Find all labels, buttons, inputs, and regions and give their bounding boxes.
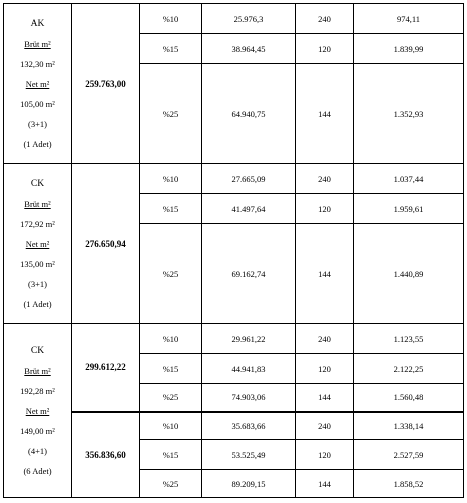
- months-cell: 144: [296, 224, 354, 324]
- monthly-cell: 1.352,93: [354, 64, 464, 164]
- rate-cell: %25: [140, 224, 202, 324]
- net-area-value: 105,00 m²: [20, 98, 55, 109]
- amount-cell: 29.961,22: [202, 324, 296, 354]
- months-cell: 144: [296, 384, 354, 412]
- amount-cell: 35.683,66: [202, 412, 296, 440]
- months-cell: 240: [296, 4, 354, 34]
- monthly-cell: 1.037,44: [354, 164, 464, 194]
- amount-cell: 27.665,09: [202, 164, 296, 194]
- gross-area-label: Brüt m²: [24, 365, 51, 376]
- rate-cell: %15: [140, 34, 202, 64]
- total-price-cell: 299.612,22: [72, 324, 140, 412]
- net-area-label: Net m²: [25, 78, 50, 89]
- table-row: [4, 4, 464, 34]
- gross-area-label: Brüt m²: [24, 38, 51, 49]
- unit-description-cell: [4, 164, 72, 324]
- payment-plan-table: [3, 3, 464, 498]
- monthly-cell: 1.959,61: [354, 194, 464, 224]
- unit-type: AK: [30, 18, 45, 29]
- months-cell: 120: [296, 194, 354, 224]
- monthly-cell: 1.858,52: [354, 470, 464, 498]
- net-area-label: Net m²: [25, 238, 50, 249]
- monthly-cell: 2.122,25: [354, 354, 464, 384]
- net-area-value: 135,00 m²: [20, 258, 55, 269]
- months-cell: 240: [296, 324, 354, 354]
- unit-count: (6 Adet): [23, 465, 52, 476]
- gross-area-label: Brüt m²: [24, 198, 51, 209]
- room-count: (3+1): [28, 118, 47, 129]
- gross-area-value: 172,92 m²: [20, 218, 55, 229]
- rate-cell: %15: [140, 354, 202, 384]
- months-cell: 144: [296, 64, 354, 164]
- monthly-cell: 1.560,48: [354, 384, 464, 412]
- total-price-cell: 276.650,94: [72, 164, 140, 324]
- room-count: (4+1): [28, 445, 47, 456]
- rate-cell: %25: [140, 384, 202, 412]
- amount-cell: 38.964,45: [202, 34, 296, 64]
- unit-count: (1 Adet): [23, 138, 52, 149]
- months-cell: 144: [296, 470, 354, 498]
- table-row: [4, 164, 464, 194]
- months-cell: 120: [296, 440, 354, 470]
- rate-cell: %10: [140, 4, 202, 34]
- amount-cell: 74.903,06: [202, 384, 296, 412]
- amount-cell: 25.976,3: [202, 4, 296, 34]
- unit-count: (1 Adet): [23, 298, 52, 309]
- room-count: (3+1): [28, 278, 47, 289]
- monthly-cell: 1.123,55: [354, 324, 464, 354]
- rate-cell: %25: [140, 64, 202, 164]
- months-cell: 240: [296, 412, 354, 440]
- unit-type: CK: [30, 178, 45, 189]
- unit-description-cell: [4, 324, 72, 498]
- monthly-cell: 1.839,99: [354, 34, 464, 64]
- months-cell: 240: [296, 164, 354, 194]
- monthly-cell: 1.440,89: [354, 224, 464, 324]
- table-row: [4, 412, 464, 440]
- months-cell: 120: [296, 34, 354, 64]
- rate-cell: %10: [140, 164, 202, 194]
- amount-cell: 44.941,83: [202, 354, 296, 384]
- monthly-cell: 2.527,59: [354, 440, 464, 470]
- amount-cell: 64.940,75: [202, 64, 296, 164]
- rate-cell: %15: [140, 194, 202, 224]
- total-price-cell: 259.763,00: [72, 4, 140, 164]
- rate-cell: %10: [140, 324, 202, 354]
- net-area-value: 149,00 m²: [20, 425, 55, 436]
- gross-area-value: 132,30 m²: [20, 58, 55, 69]
- amount-cell: 53.525,49: [202, 440, 296, 470]
- rate-cell: %15: [140, 440, 202, 470]
- monthly-cell: 1.338,14: [354, 412, 464, 440]
- amount-cell: 41.497,64: [202, 194, 296, 224]
- amount-cell: 89.209,15: [202, 470, 296, 498]
- months-cell: 120: [296, 354, 354, 384]
- unit-type: CK: [30, 345, 45, 356]
- unit-description-cell: [4, 4, 72, 164]
- table-row: [4, 324, 464, 354]
- total-price-cell: 356.836,60: [72, 412, 140, 498]
- gross-area-value: 192,28 m²: [20, 385, 55, 396]
- rate-cell: %10: [140, 412, 202, 440]
- rate-cell: %25: [140, 470, 202, 498]
- monthly-cell: 974,11: [354, 4, 464, 34]
- net-area-label: Net m²: [25, 405, 50, 416]
- amount-cell: 69.162,74: [202, 224, 296, 324]
